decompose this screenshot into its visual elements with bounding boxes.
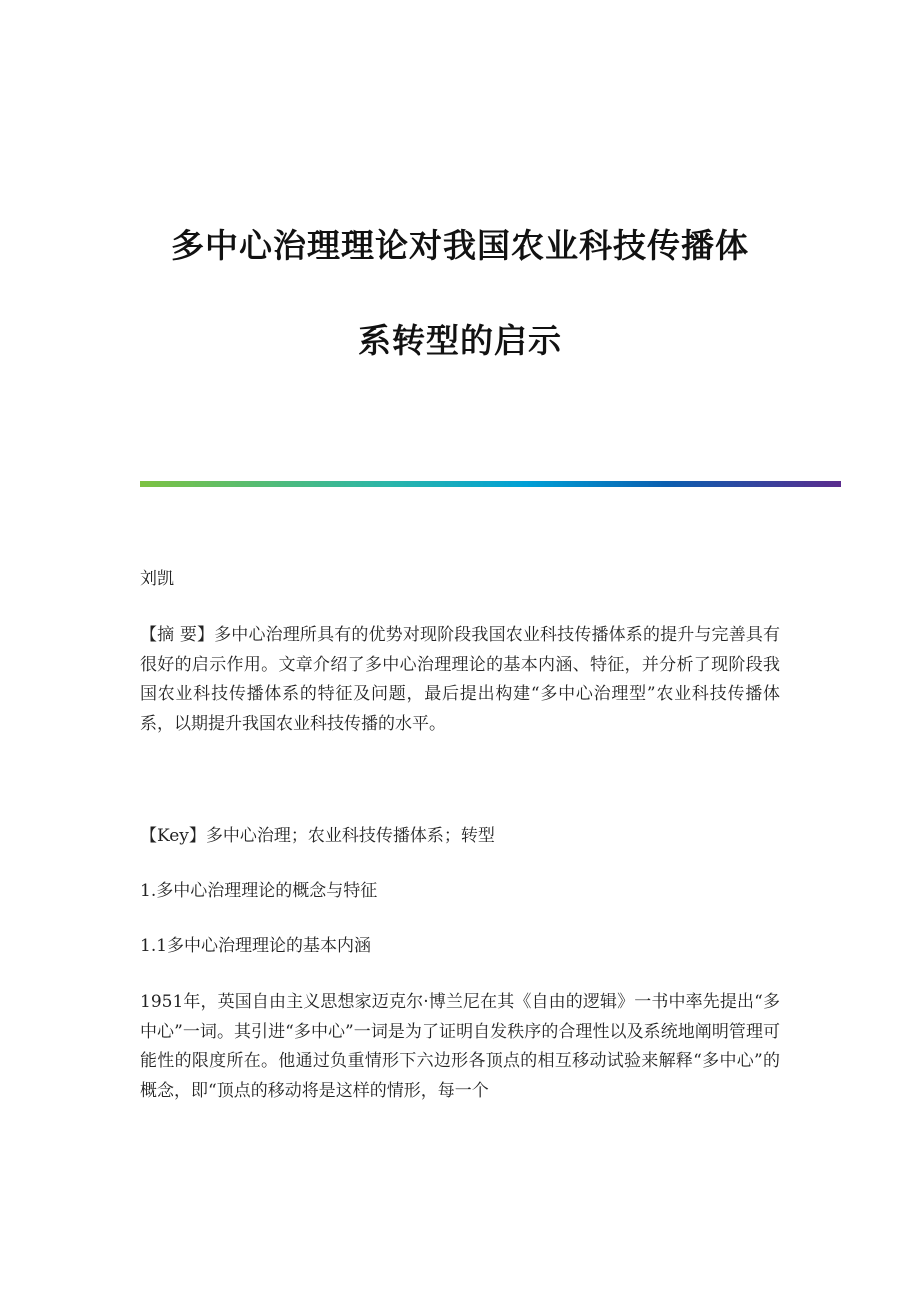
document-title-line-2: 系转型的启示: [358, 321, 562, 360]
body-paragraph: 1951年，英国自由主义思想家迈克尔·博兰尼在其《自由的逻辑》一书中率先提出“多中心”一词。其引进“多中心”一词是为了证明自发秩序的合理性以及系统地阐明管理可能性的限度所在。他通过负重情形下六边形各顶点的相互移动试验来解释“多中心”的概念，即“顶点的移动将是这样的情形，每一个: [140, 992, 780, 1101]
section-heading-1: 1.多中心治理理论的概念与特征: [140, 881, 378, 901]
title-divider: [140, 481, 841, 487]
author: 刘凯: [140, 569, 174, 589]
document-title-line-1: 多中心治理理论对我国农业科技传播体: [171, 226, 749, 265]
keywords: 【Key】多中心治理；农业科技传播体系；转型: [140, 826, 495, 846]
abstract: 【摘 要】多中心治理所具有的优势对现阶段我国农业科技传播体系的提升与完善具有很好的启示作用。文章介绍了多中心治理理论的基本内涵、特征，并分析了现阶段我国农业科技传播体系的特征及问题，最后提出构建“多中心治理型”农业科技传播体系，以期提升我国农业科技传播的水平。: [140, 625, 780, 734]
section-heading-1-1: 1.1多中心治理理论的基本内涵: [140, 936, 372, 956]
